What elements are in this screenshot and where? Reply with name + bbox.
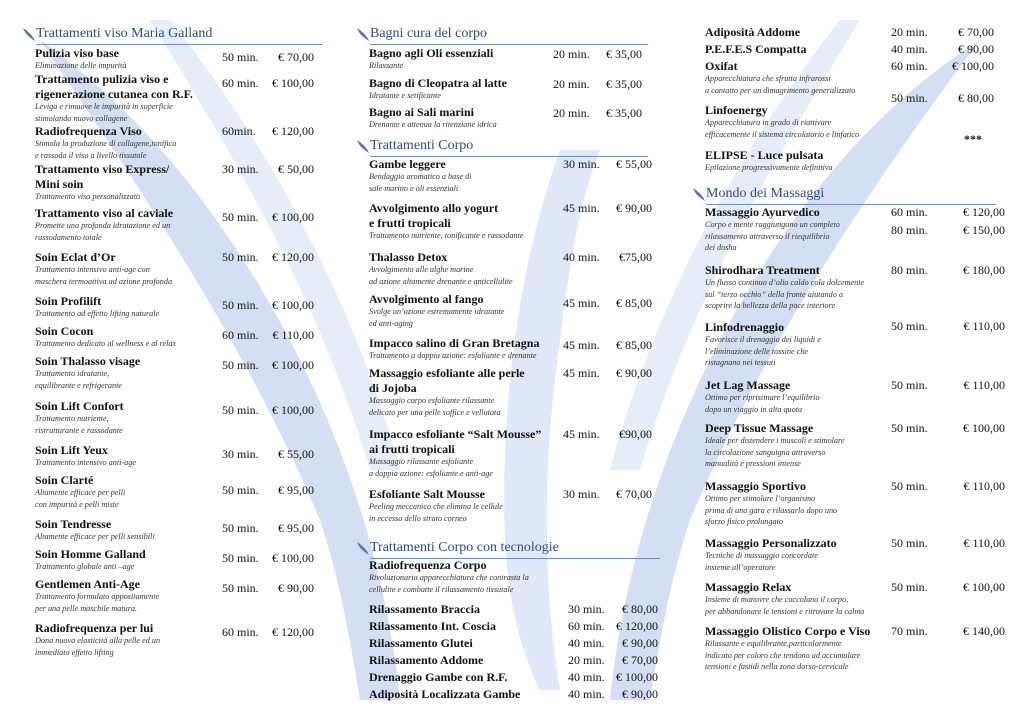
treatment-name: Soin Tendresse	[35, 517, 112, 531]
treatment-name: Massaggio Sportivo	[705, 479, 807, 493]
wing-icon	[692, 186, 706, 202]
price: €90,00	[619, 427, 652, 441]
treatment-name: Soin Lift Confort	[35, 399, 124, 413]
duration: 60 min.	[222, 76, 259, 90]
duration: 50 min.	[891, 580, 928, 594]
treatment-description: tensioni e fastidi nella zona dorso-cervicale	[705, 662, 849, 671]
treatment-description: dei dosha	[705, 243, 737, 252]
price: € 100,00	[963, 421, 1005, 435]
treatment-name: Jet Lag Massage	[705, 378, 791, 392]
treatment-description: Trattamento nutriente, tonificante e rassodante	[369, 231, 524, 240]
duration: 50 min.	[222, 298, 259, 312]
price: € 90,00	[616, 366, 652, 380]
treatment-name: Drenaggio Gambe con R.F.	[369, 670, 508, 684]
treatment-description: Trattamento idratante,	[35, 369, 110, 378]
price: € 70,00	[616, 487, 652, 501]
treatment-name: Bagno di Cleopatra al latte	[369, 76, 507, 90]
treatment-name: Shirodhara Treatment	[705, 263, 820, 277]
price: € 55,00	[278, 447, 314, 461]
duration: 45 min.	[563, 427, 600, 441]
price: € 120,00	[272, 625, 314, 639]
treatment-description: Rilassante	[369, 61, 404, 70]
duration: 20 min.	[553, 47, 590, 61]
treatment-description: la circolazione sanguigna attraverso	[705, 447, 826, 457]
duration: 50 min.	[891, 536, 928, 550]
treatment-description: Peeling meccanico che elimina le cellule	[369, 502, 503, 511]
price: € 100,00	[272, 403, 314, 417]
treatment-name: Esfoliante Salt Mousse	[369, 487, 486, 501]
price: € 55,00	[616, 157, 652, 171]
treatment-description: Rivoluzionaria apparecchiatura che contrasta la	[369, 573, 529, 582]
price: € 70,00	[622, 653, 658, 667]
treatment-description: indicato per coloro che tendono ad accumulare	[705, 650, 861, 660]
duration: 40 min.	[568, 670, 605, 684]
treatment-name: Oxifat	[705, 59, 738, 73]
price: € 35,00	[606, 106, 642, 120]
price: € 100,00	[952, 59, 994, 73]
treatment-name: Soin Clarté	[35, 473, 94, 487]
treatment-description: Tecniche di massaggio concordate	[705, 551, 818, 560]
price: € 90,00	[958, 42, 994, 56]
treatment-name: Linfoenergy	[705, 103, 768, 117]
section-title: Trattamenti Corpo	[370, 138, 474, 153]
treatment-description: Ottimo per ripristinare l’equilibrio	[705, 393, 820, 402]
treatment-description: l’eliminazione delle tossine che	[705, 346, 808, 356]
treatment-name: di Jojoba	[369, 381, 417, 395]
duration: 40 min.	[568, 687, 605, 701]
treatment-name: Rilassamento Glutei	[369, 636, 473, 650]
treatment-name: Soin Cocon	[35, 324, 94, 338]
treatment-description: Ideale per distendere i muscoli e stimolare	[705, 436, 845, 445]
duration: 50 min.	[222, 50, 259, 64]
price: € 80,00	[622, 602, 658, 616]
treatment-description: Ottimo per stimolare l’organismo	[705, 494, 816, 503]
treatment-name: Mini soin	[35, 177, 84, 191]
treatment-description: a doppia azione: esfoliante e anti-age	[369, 468, 493, 478]
treatment-description: Altamente efficace per pelli sensibili	[35, 532, 155, 541]
duration: 50 min.	[891, 479, 928, 493]
duration: 20 min.	[568, 653, 605, 667]
treatment-name: Impacco salino di Gran Bretagna	[369, 336, 540, 350]
section-title: Bagni cura del corpo	[370, 26, 488, 41]
treatment-description: Eliminazione delle impurità	[35, 61, 127, 70]
treatment-name: Soin Lift Yeux	[35, 443, 108, 457]
treatment-description: Favorisce il drenaggio dei liquidi e	[705, 335, 821, 344]
duration: 40 min.	[891, 42, 928, 56]
treatment-description: Trattamento intensivo anti-age	[35, 458, 136, 467]
treatment-name: Trattamento pulizia viso e	[35, 72, 169, 86]
treatment-description: Massaggio corpo esfoliante rilassante	[369, 396, 495, 405]
treatment-description: equilibrante e refrigerante	[35, 380, 123, 390]
duration: 45 min.	[563, 366, 600, 380]
treatment-name: Adiposità Addome	[705, 25, 801, 39]
treatment-name: Massaggio Relax	[705, 580, 792, 594]
treatment-name: Adiposità Localizzata Gambe	[369, 687, 521, 701]
treatment-name: Bagno ai Sali marini	[369, 105, 475, 119]
treatment-description: Apparecchiatura in grado di riattivare	[705, 118, 832, 127]
duration: 45 min.	[563, 296, 600, 310]
price: € 90,00	[622, 687, 658, 701]
duration: 50 min.	[891, 378, 928, 392]
treatment-description: Trattamento formulato appositamente	[35, 592, 160, 601]
price: € 90,00	[616, 201, 652, 215]
treatment-description: efficacemente il sistema circolatorio e linfatico	[705, 129, 860, 139]
treatment-description: Stimola la produzione di collagene,tonifica	[35, 139, 177, 148]
treatment-name: rigenerazione cutanea con R.F.	[35, 87, 193, 101]
price: € 120,00	[963, 205, 1005, 219]
treatment-description: stimolando nuovo collagene	[35, 113, 128, 123]
treatment-description: Massaggio rilassante esfoliante	[369, 457, 474, 466]
wing-icon	[356, 540, 370, 556]
treatment-name: Massaggio esfoliante alle perle	[369, 366, 525, 380]
treatment-description: Idratante e setificante	[369, 91, 441, 100]
treatment-name: Gentlemen Anti-Age	[35, 577, 140, 591]
price: € 180,00	[963, 263, 1005, 277]
treatment-description: ristrutturante e rassodante	[35, 425, 123, 435]
treatment-description: Trattamento ad effetto lifting naturale	[35, 309, 160, 318]
duration: 30 min.	[222, 162, 259, 176]
treatment-description: sforzo fisico prolungato	[705, 517, 783, 526]
duration: 60 min.	[568, 619, 605, 633]
treatment-description: Trattamento intensivo anti-age con	[35, 265, 150, 274]
price: € 85,00	[616, 296, 652, 310]
treatment-description: ed anti-aging	[369, 318, 413, 328]
treatment-description: Apparecchiatura che sfrutta infrarossi	[705, 74, 831, 83]
treatment-description: sale marino e oli essenziali	[369, 183, 459, 193]
duration: 50 min.	[222, 358, 259, 372]
duration: 40 min.	[568, 636, 605, 650]
duration: 50 min.	[222, 581, 259, 595]
treatment-description: per abbandonare le tensioni e ritrovare la calma	[705, 606, 865, 616]
treatment-description: maschera termoattiva ad azione profonda	[35, 276, 173, 286]
duration: 80 min.	[891, 223, 928, 237]
treatment-name: Soin Profilift	[35, 294, 102, 308]
duration: 60 min.	[891, 205, 928, 219]
duration: 30 min.	[563, 487, 600, 501]
treatment-description: Promette una profonda idratazione ed un	[35, 221, 171, 230]
treatment-description: Corpo e mente raggiungono un completo	[705, 220, 840, 229]
treatment-name: Radiofrequenza Viso	[35, 124, 142, 138]
duration: 30 min.	[563, 157, 600, 171]
price: € 70,00	[278, 50, 314, 64]
duration: 45 min.	[563, 201, 600, 215]
treatment-name: Trattamento viso al caviale	[35, 206, 174, 220]
treatment-description: delicato per una pelle soffice e vellutata	[369, 407, 501, 417]
duration: 20 min.	[891, 25, 928, 39]
price: € 35,00	[606, 47, 642, 61]
treatment-description: Trattamento globale anti –age	[35, 562, 135, 571]
treatment-name: ELIPSE - Luce pulsata	[705, 148, 824, 162]
treatment-description: Drenante e attenua la ritenzione idrica	[369, 120, 497, 129]
duration: 60 min.	[891, 59, 928, 73]
treatment-description: e rassoda il viso a livello tissutale	[35, 150, 147, 160]
treatment-name: Thalasso Detox	[369, 250, 448, 264]
treatment-description: scoprire la bellezza della pace interiore	[705, 301, 836, 310]
treatment-description: Epilazione progressivamente definitiva	[705, 163, 833, 172]
treatment-description: Altamente efficace per pelli	[35, 488, 126, 497]
duration: 60min.	[222, 124, 256, 138]
treatment-name: e frutti tropicali	[369, 216, 451, 230]
treatment-description: per una pelle maschile matura.	[35, 603, 138, 613]
treatment-name: Massaggio Personalizzato	[705, 536, 837, 550]
duration: 50 min.	[222, 250, 259, 264]
duration: 80 min.	[891, 263, 928, 277]
price: € 100,00	[272, 358, 314, 372]
price: € 100,00	[272, 551, 314, 565]
price: € 120,00	[272, 250, 314, 264]
price: € 100,00	[272, 210, 314, 224]
treatment-name: Gambe leggere	[369, 157, 446, 171]
treatment-description: Svolge un’azione estremamente idratante	[369, 307, 505, 316]
wing-icon	[356, 138, 370, 154]
treatment-name: Avvolgimento allo yogurt	[369, 201, 499, 215]
treatment-description: ristagnano nei tessuti	[705, 358, 776, 367]
price: € 100,00	[272, 76, 314, 90]
price: € 110,00	[272, 328, 314, 342]
duration: 45 min.	[563, 338, 600, 352]
duration: 50 min.	[222, 403, 259, 417]
section-title: Trattamenti Corpo con tecnologie	[370, 540, 559, 555]
treatment-name: Deep Tissue Massage	[705, 421, 814, 435]
section-title: Trattamenti viso Maria Galland	[36, 26, 213, 41]
treatment-name: Soin Homme Galland	[35, 547, 146, 561]
treatment-description: Trattamento dedicato al wellness e al relax	[35, 339, 177, 348]
duration: 50 min.	[222, 483, 259, 497]
price: € 50,00	[278, 162, 314, 176]
treatment-description: immediato effetto lifting	[35, 647, 114, 657]
price: € 90,00	[278, 581, 314, 595]
price: € 110,00	[963, 319, 1005, 333]
price: € 120,00	[272, 124, 314, 138]
treatment-name: Avvolgimento al fango	[369, 292, 484, 306]
duration: 20 min.	[553, 106, 590, 120]
duration: 20 min.	[553, 77, 590, 91]
price: € 100,00	[272, 298, 314, 312]
treatment-description: ad azione altamente drenante e anticellulite	[369, 276, 513, 286]
treatment-description: Trattamento nutriente,	[35, 414, 109, 423]
treatment-description: a contatto per un dimagrimento generalizzato	[705, 85, 856, 95]
section-title: Mondo dei Massaggi	[706, 186, 825, 201]
duration: 30 min.	[222, 447, 259, 461]
treatment-name: ai frutti tropicali	[369, 442, 455, 456]
price: € 110,00	[963, 479, 1005, 493]
price: € 90,00	[622, 636, 658, 650]
treatment-name: Massaggio Ayurvedico	[705, 205, 820, 219]
treatment-name: Pulizia viso base	[35, 46, 120, 60]
price: € 35,00	[606, 77, 642, 91]
treatment-description: sul “terzo occhio” della fronte aiutando a	[705, 289, 843, 299]
treatment-name: Linfodrenaggio	[705, 320, 785, 334]
treatment-description: Dona nuova elasticità alla pelle ed un	[35, 636, 161, 645]
duration: 50 min.	[222, 210, 259, 224]
price: € 95,00	[278, 521, 314, 535]
price: € 110,00	[963, 378, 1005, 392]
treatment-description: Un flusso continuo d’olio caldo cola dolcemente	[705, 278, 865, 287]
treatment-description: cellulite e combatte il rilassamento tissutale	[369, 584, 514, 594]
treatment-description: dopo un viaggio in alta quota	[705, 404, 803, 414]
treatment-description: Rilassante e equilibrante,particolarmente	[705, 639, 842, 648]
price-placeholder: ***	[964, 132, 982, 146]
treatment-name: P.E.F.E.S Compatta	[705, 42, 807, 56]
price: € 100,00	[963, 580, 1005, 594]
treatment-name: Radiofrequenza Corpo	[369, 558, 487, 572]
duration: 50 min.	[222, 551, 259, 565]
treatment-description: prima di una gara e rilassarlo dopo uno	[705, 505, 838, 515]
price: € 100,00	[616, 670, 658, 684]
treatment-name: Bagno agli Oli essenziali	[369, 46, 494, 60]
treatment-description: Avvolgimento alle alghe marine	[369, 265, 474, 274]
treatment-description: con impurità e pelli miste	[35, 499, 119, 509]
duration: 60 min.	[222, 328, 259, 342]
treatment-description: Leviga e rimuove le impurità in superficie	[35, 102, 173, 111]
price: € 110,00	[963, 536, 1005, 550]
wing-icon	[356, 26, 370, 42]
price: € 150,00	[963, 223, 1005, 237]
treatment-name: Rilassamento Braccia	[369, 602, 480, 616]
price: € 70,00	[958, 25, 994, 39]
duration: 50 min.	[891, 421, 928, 435]
price: € 80,00	[958, 91, 994, 105]
price: € 120,00	[616, 619, 658, 633]
treatment-description: Trattamento a doppia azione: esfoliante e drenante	[369, 351, 537, 360]
treatment-name: Massaggio Olistico Corpo e Viso	[705, 624, 871, 638]
duration: 60 min.	[222, 625, 259, 639]
duration: 50 min.	[222, 521, 259, 535]
treatment-name: Soin Eclat d’Or	[35, 250, 116, 264]
treatment-description: manualità e pressioni intense	[705, 459, 801, 468]
treatment-description: Trattamento viso personalizzato	[35, 192, 141, 201]
treatment-description: rilassamento attraverso il riequilibrio	[705, 231, 830, 241]
treatment-name: Radiofrequenza per lui	[35, 621, 154, 635]
treatment-description: Bendaggio aromatico a base di	[369, 172, 472, 181]
treatment-description: rassodamento totale	[35, 232, 102, 242]
treatment-description: Insieme di manovre che coccolano il corpo,	[705, 595, 849, 604]
duration: 30 min.	[568, 602, 605, 616]
duration: 50 min.	[891, 91, 928, 105]
treatment-name: Rilassamento Int. Coscia	[369, 619, 497, 633]
treatment-name: Impacco esfoliante “Salt Mousse”	[369, 427, 542, 441]
treatment-name: Trattamento viso Express/	[35, 162, 170, 176]
duration: 70 min.	[891, 624, 928, 638]
treatment-name: Soin Thalasso visage	[35, 354, 141, 368]
duration: 40 min.	[563, 250, 600, 264]
treatment-description: in eccesso dello strato corneo	[369, 513, 467, 523]
treatment-description: insieme all’operatore	[705, 562, 776, 572]
price: € 95,00	[278, 483, 314, 497]
wing-icon	[22, 26, 36, 42]
section-rule	[36, 44, 322, 45]
price: € 85,00	[616, 338, 652, 352]
price: €75,00	[619, 250, 652, 264]
duration: 50 min.	[891, 319, 928, 333]
price: € 140,00	[963, 624, 1005, 638]
treatment-name: Rilassamento Addome	[369, 653, 484, 667]
section-rule	[370, 44, 648, 45]
